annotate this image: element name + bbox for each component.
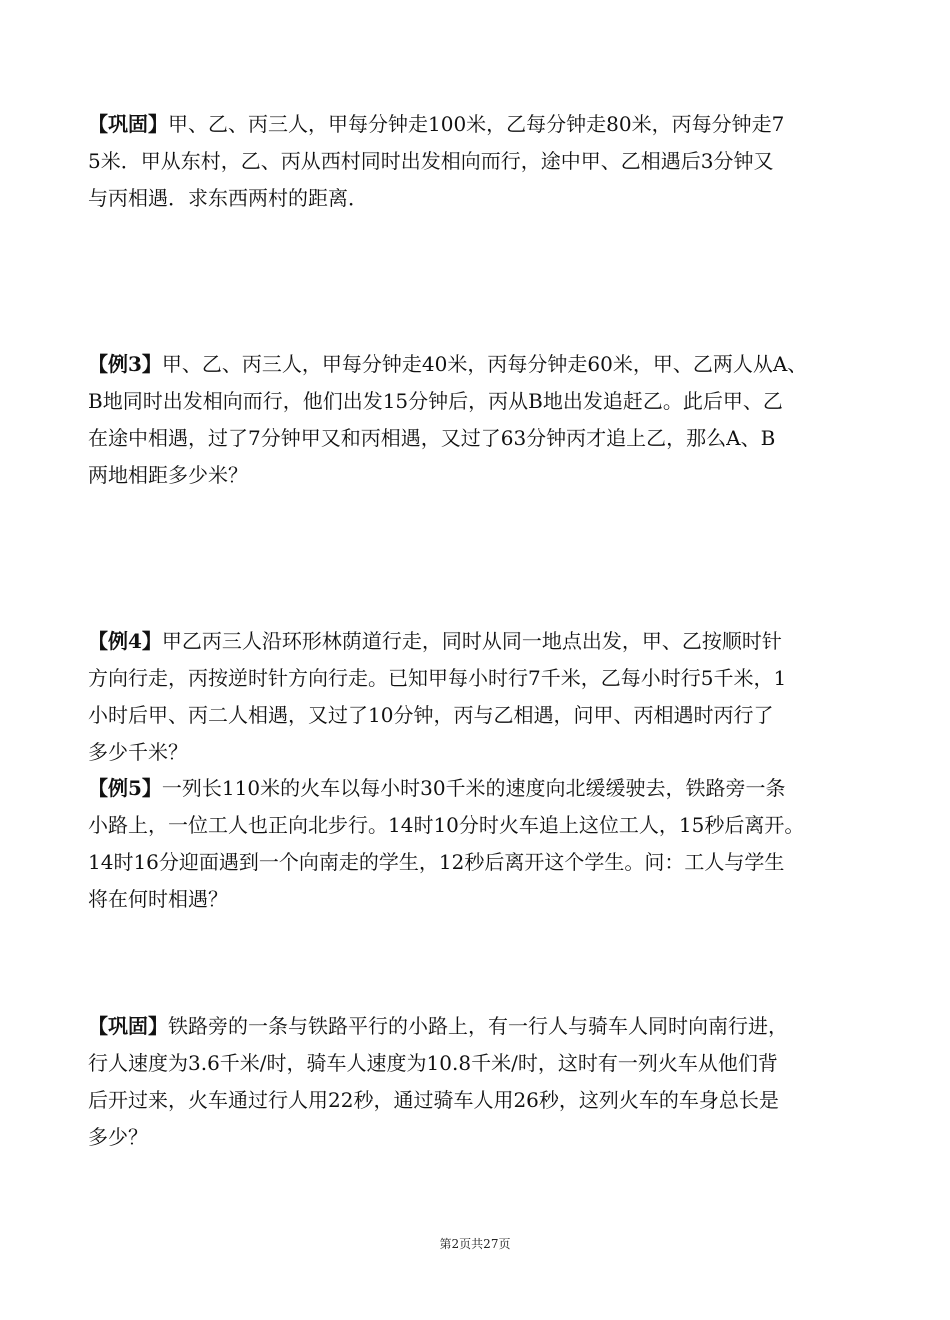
problem-example-5 xyxy=(88,770,878,918)
problem-tag: 【巩固】 xyxy=(88,1014,168,1038)
problem-line: 小路上，一位工人也正向北步行。14时10分时火车追上这位工人，15秒后离开。 xyxy=(88,813,805,837)
problem-line: 行人速度为3.6千米/时，骑车人速度为10.8千米/时，这时有一列火车从他们背 xyxy=(88,1051,778,1075)
problem-line: 【例5】一列长110米的火车以每小时30千米的速度向北缓缓驶去，铁路旁一条 xyxy=(88,776,786,800)
problem-line: 【巩固】铁路旁的一条与铁路平行的小路上，有一行人与骑车人同时向南行进， xyxy=(88,1014,788,1038)
problem-tag: 【例4】 xyxy=(88,629,162,653)
problem-line: 多少千米？ xyxy=(88,740,188,764)
problem-line: 小时后甲、丙二人相遇，又过了10分钟，丙与乙相遇，问甲、丙相遇时丙行了 xyxy=(88,703,774,727)
problem-consolidate-2 xyxy=(88,1008,878,1156)
problem-line: 后开过来，火车通过行人用22秒，通过骑车人用26秒，这列火车的车身总长是 xyxy=(88,1088,779,1112)
problem-line: 【例4】甲乙丙三人沿环形林荫道行走，同时从同一地点出发，甲、乙按顺时针 xyxy=(88,629,782,653)
problem-tag: 【例5】 xyxy=(88,776,162,800)
problem-example-3 xyxy=(88,346,878,494)
problem-line: 【巩固】甲、乙、丙三人，甲每分钟走100米，乙每分钟走80米，丙每分钟走7 xyxy=(88,112,785,136)
problem-line: 多少？ xyxy=(88,1125,148,1149)
problem-tag: 【例3】 xyxy=(88,352,162,376)
problem-consolidate-1 xyxy=(88,106,878,217)
problem-tag: 【巩固】 xyxy=(88,112,168,136)
problem-line: 在途中相遇，过了7分钟甲又和丙相遇，又过了63分钟丙才追上乙，那么A、B xyxy=(88,426,776,450)
page-number-footer: 第2页共27页 xyxy=(439,1237,511,1251)
problem-line: 将在何时相遇？ xyxy=(88,887,228,911)
problem-line: 14时16分迎面遇到一个向南走的学生，12秒后离开这个学生。问：工人与学生 xyxy=(88,850,785,874)
problem-line: 两地相距多少米？ xyxy=(88,463,248,487)
problem-line: 与丙相遇．求东西两村的距离． xyxy=(88,186,368,210)
problem-line: B地同时出发相向而行，他们出发15分钟后，丙从B地出发追赶乙。此后甲、乙 xyxy=(88,389,783,413)
problem-example-4 xyxy=(88,623,878,771)
problem-line: 方向行走，丙按逆时针方向行走。已知甲每小时行7千米，乙每小时行5千米，1 xyxy=(88,666,787,690)
problem-line: 【例3】甲、乙、丙三人，甲每分钟走40米，丙每分钟走60米，甲、乙两人从A、 xyxy=(88,352,808,376)
problem-line: 5米．甲从东村，乙、丙从西村同时出发相向而行，途中甲、乙相遇后3分钟又 xyxy=(88,149,774,173)
